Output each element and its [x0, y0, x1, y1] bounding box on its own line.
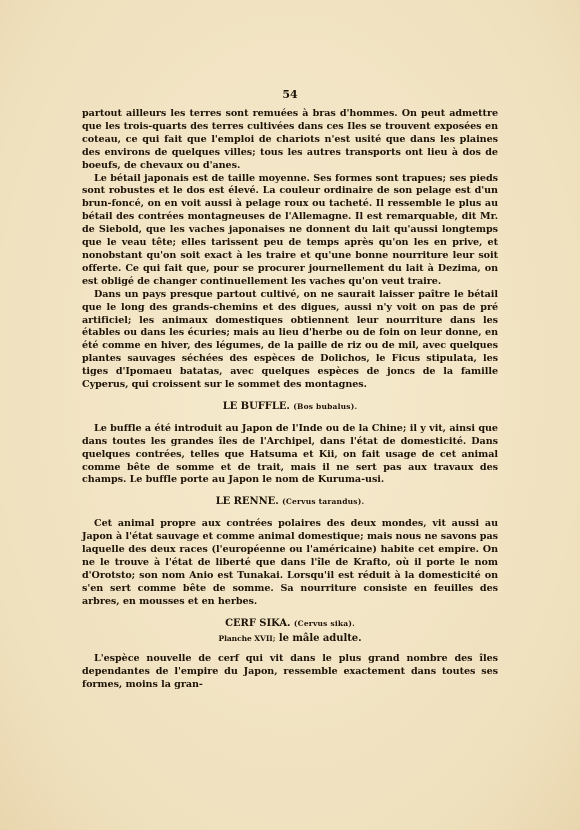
paragraph-buffle: Le buffle a été introduit au Japon de l'Inde ou de la Chine; il y vit, ainsi que dans toutes les grandes îles de l'Archipel, dans l'état de domesticité. Dans quelques contrées, telles que Hatsuma et Kii, on fait usage de cet animal comme bête de somme et de trait, mais il ne sert pas aux travaux des champs. Le buffle porte au Japon le nom de Kuruma-usi.	[82, 422, 498, 486]
section-latin-buffle: (Bos bubalus).	[293, 401, 358, 411]
section-title-cerf: CERF SIKA.	[225, 617, 291, 629]
section-heading-cerf	[82, 618, 498, 631]
section-heading-buffle	[82, 401, 498, 414]
section-title-renne: LE RENNE.	[215, 496, 279, 508]
page-body	[82, 108, 498, 692]
paragraph-intro-1: partout ailleurs les terres sont remuées à bras d'hommes. On peut admettre que les trois-quarts des terres cultivées dans ces Iles se trouvent exposées en coteau, ce qui fait que l'emploi de chariots n'est usité que dans les plaines des environs de quelques villes; tous les autres transports ont lieu à dos de boeufs, de chevaux ou d'anes.	[82, 108, 498, 171]
paragraph-intro-3: Dans un pays presque partout cultivé, on ne saurait laisser paître le bétail que le long des grands-chemins et des digues, aussi n'y voit on pas de pré artificiel; les animaux domestiques obtiennent leur nourriture dans les étables ou dans les écuries; mais au lieu d'herbe ou de foin on leur donne, en été comme en hiver, des légumes, de la paille de riz ou de mil, avec quelques plantes sauvages séchées des espèces de Dolichos, le Ficus stipulata, les tiges d'Ipomaeu batatas, avec quelques espèces de joncs de la famille Cyperus, qui croissent sur le sommet des montagnes.	[82, 288, 498, 391]
plate-label: Planche XVII;	[218, 633, 276, 643]
plate-reference	[82, 633, 498, 646]
page-number: 54	[282, 88, 298, 101]
paragraph-cerf: L'espèce nouvelle de cerf qui vit dans le plus grand nombre des îles dependantes de l'empire du Japon, ressemble exactement dans toutes ses formes, moins la gran-	[82, 653, 498, 691]
paragraph-renne: Cet animal propre aux contrées polaires des deux mondes, vit aussi au Japon à l'état sauvage et comme animal domestique; mais nous ne savons pas laquelle des deux races (l'européenne ou l'américaine) habite cet empire. On ne le trouve à l'état de liberté que dans l'île de Krafto, où il porte le nom d'Orotsto; son nom Anio est Tunakai. Lorsqu'il est réduit à la domesticité on s'en sert comme bête de somme. Sa nourriture consiste en feuilles des arbres, en mousses et en herbes.	[82, 518, 498, 607]
section-title-buffle: LE BUFFLE.	[222, 400, 290, 412]
section-heading-renne	[82, 496, 498, 509]
plate-description: le mâle adulte.	[278, 632, 362, 644]
section-latin-cerf: (Cervus sika).	[293, 618, 355, 628]
paragraph-intro-2: Le bétail japonais est de taille moyenne. Ses formes sont trapues; ses pieds sont robustes et le dos est élevé. La couleur ordinaire de son pelage est d'un brun-foncé, on en voit aussi à pelage roux ou tacheté. Il ressemble le plus au bétail des contrées montagneuses de l'Allemagne. Il est remarquable, dit Mr. de Siebold, que les vaches japonaises ne donnent du lait qu'aussi longtemps que le veau tête; elles tarissent peu de temps après qu'on les en prive, et nonobstant qu'on soit exact à les traire et qu'une bonne nourriture leur soit offerte. Ce qui fait que, pour se procurer journellement du lait à Dezima, on est obligé de changer continuellement les vaches qu'on veut traire.	[82, 172, 498, 287]
section-latin-renne: (Cervus tarandus).	[282, 497, 365, 507]
